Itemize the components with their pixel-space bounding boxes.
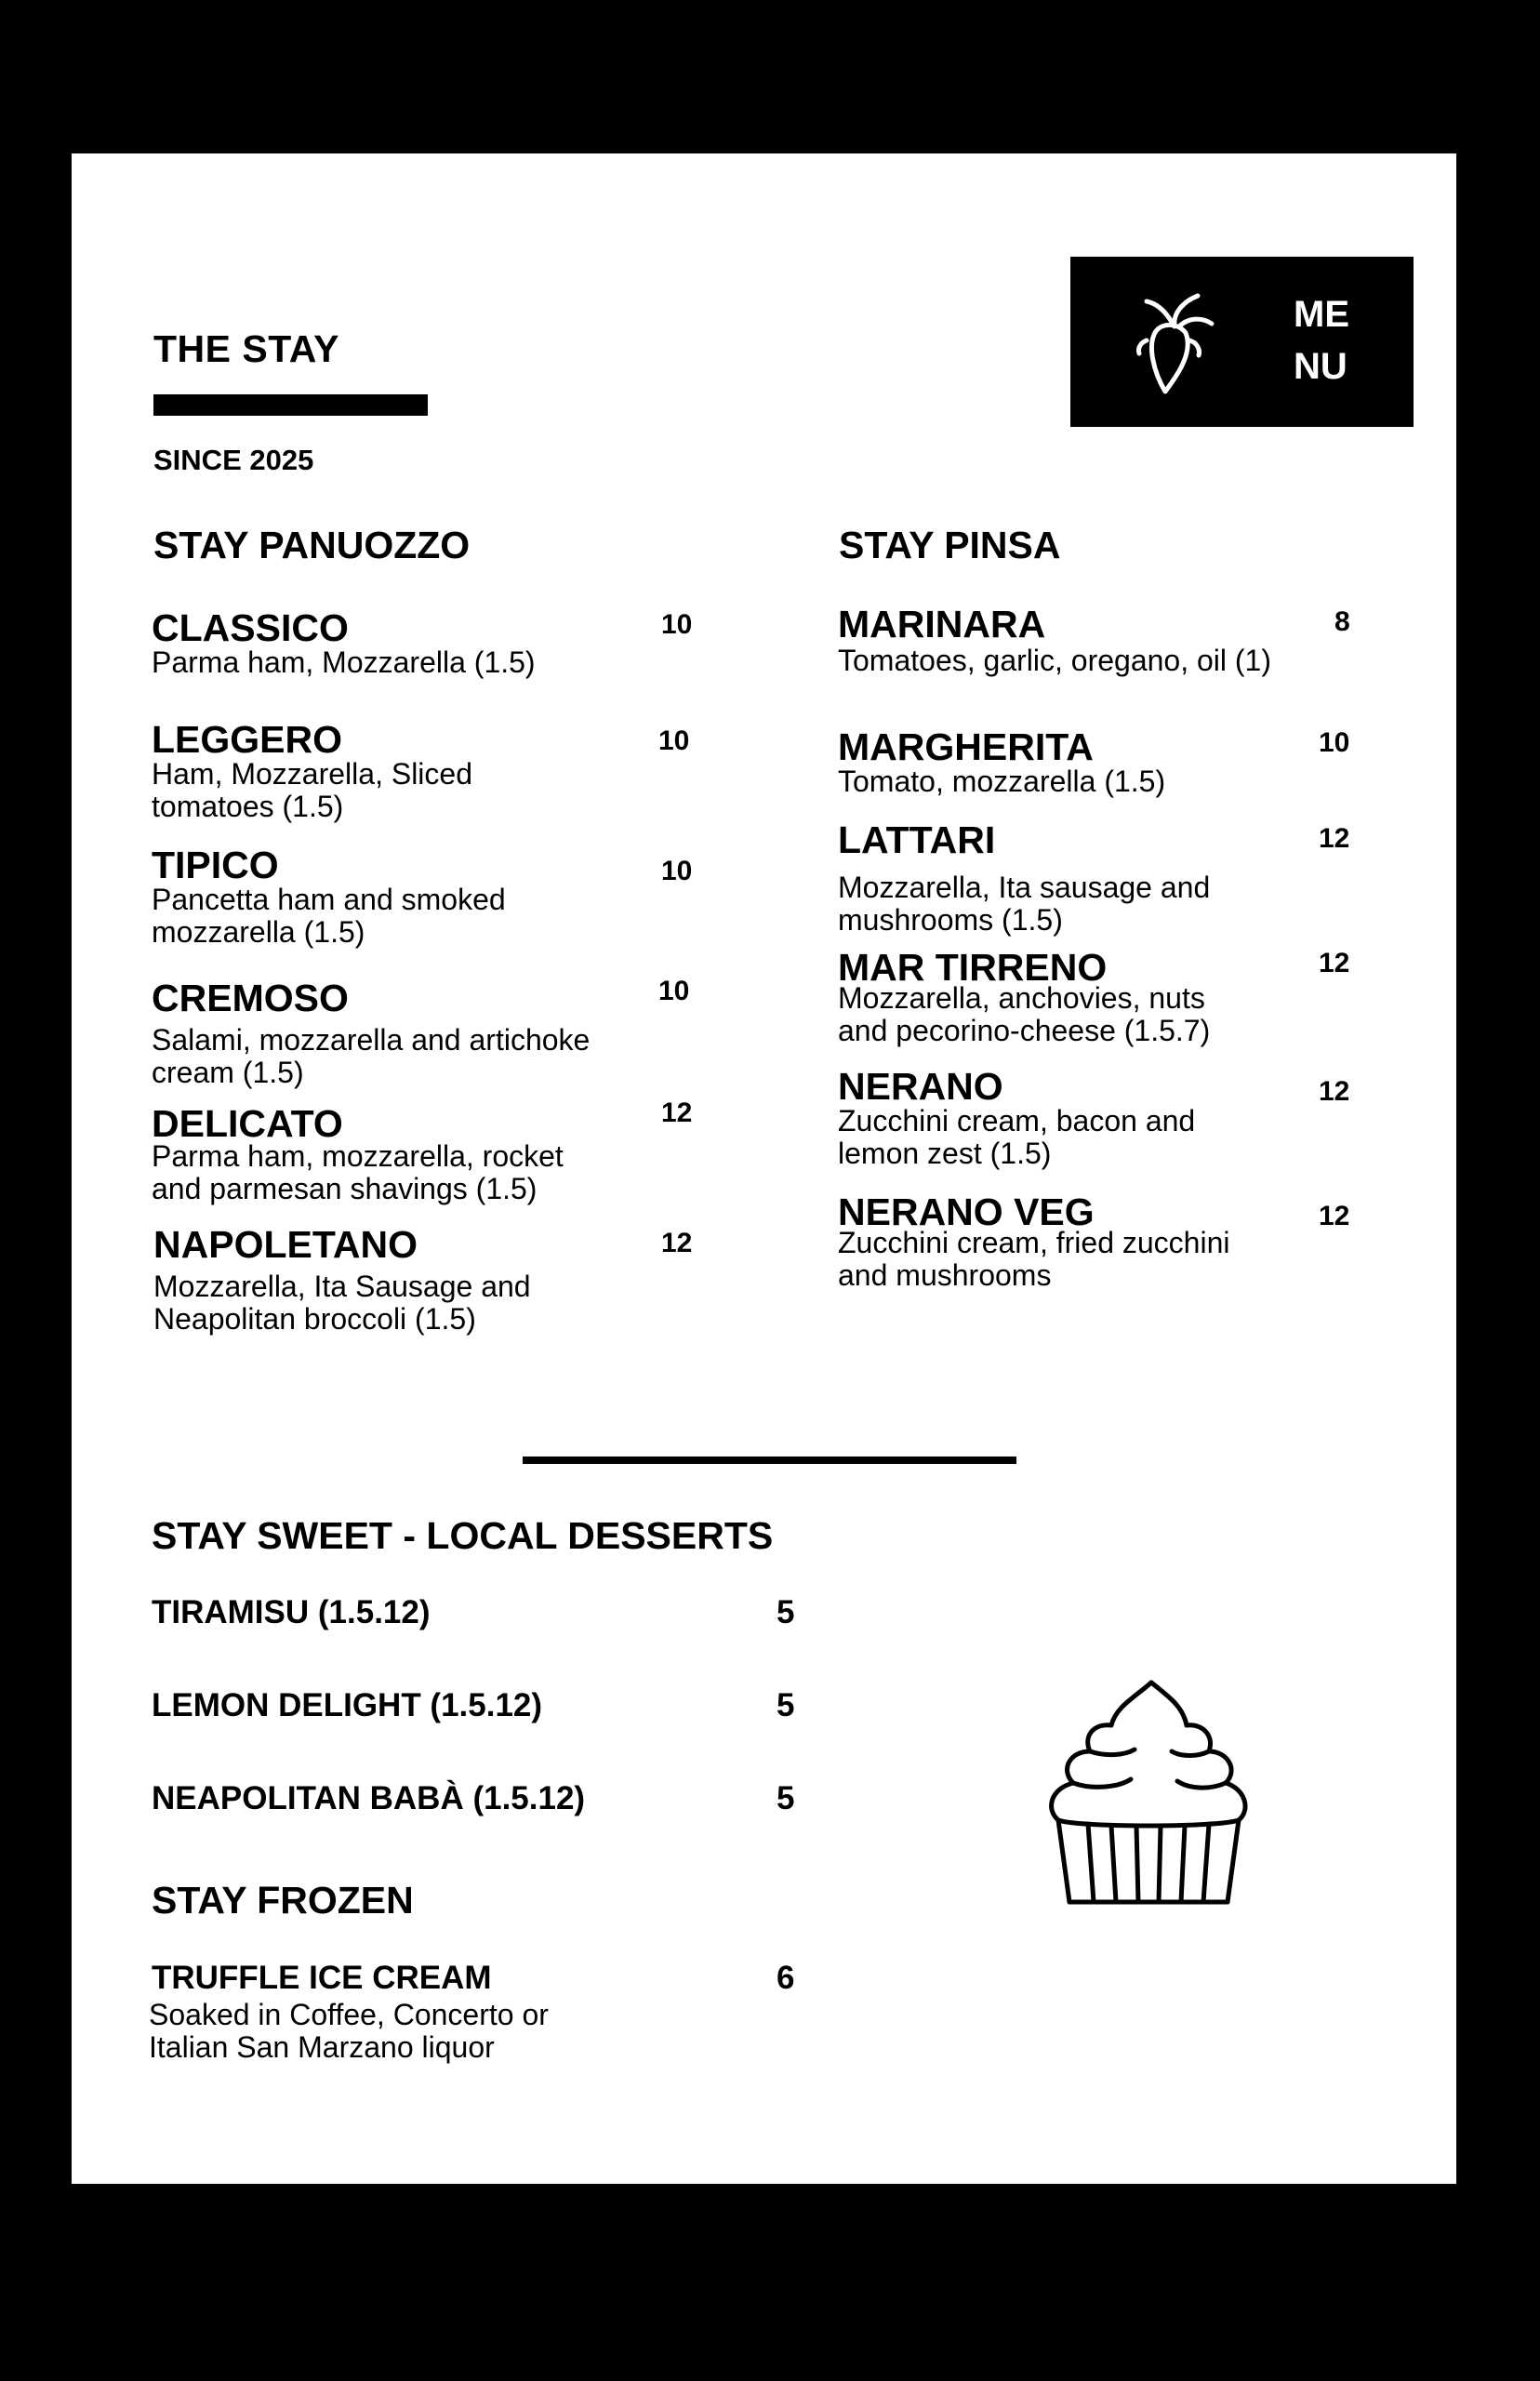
item-name: MARINARA [838,603,1046,645]
dessert-price: 6 [777,1960,795,1996]
section-title-panuozzo: STAY PANUOZZO [153,524,471,566]
item-description: Neapolitan broccoli (1.5) [153,1302,476,1336]
item-name: TIPICO [152,844,279,886]
item-description: Soaked in Coffee, Concerto or [149,1998,549,2031]
menu-item [838,946,1210,1047]
item-description: Mozzarella, Ita sausage and [838,871,1211,904]
menu-item [838,1190,1229,1292]
item-description: Ham, Mozzarella, Sliced [152,757,472,791]
item-description: and pecorino-cheese (1.5.7) [838,1014,1211,1047]
item-description: lemon zest (1.5) [838,1137,1052,1170]
item-price: 10 [658,976,690,1006]
item-price: 8 [1334,606,1350,637]
menu-word-line2: NU [1294,346,1348,387]
item-price: 12 [1319,1201,1350,1231]
menu-item [152,718,472,823]
item-name: MAR TIRRENO [838,946,1108,989]
item-price: 12 [1319,823,1350,854]
item-name: MARGHERITA [838,725,1094,768]
section-title-sweet: STAY SWEET - LOCAL DESSERTS [152,1514,774,1557]
section-title-pinsa: STAY PINSA [839,524,1061,566]
dessert-name: TIRAMISU (1.5.12) [152,1594,431,1630]
menu-item [838,603,1271,677]
item-description: Zucchini cream, bacon and [838,1104,1196,1137]
item-description: Tomato, mozzarella (1.5) [838,765,1166,798]
since-label: SINCE 2025 [153,444,314,476]
menu-item [838,1065,1195,1170]
item-description: Salami, mozzarella and artichoke [152,1023,591,1057]
item-name: NAPOLETANO [153,1223,418,1266]
item-description: and parmesan shavings (1.5) [152,1172,538,1205]
item-price: 12 [661,1097,693,1128]
cupcake-icon [1042,1679,1255,1911]
menu-item [149,1960,549,2064]
item-description: Zucchini cream, fried zucchini [838,1226,1230,1259]
menu-badge [1070,257,1414,427]
item-price: 12 [1319,1076,1350,1107]
item-description: tomatoes (1.5) [152,790,344,823]
item-description: Pancetta ham and smoked [152,883,506,916]
menu-item [152,1102,564,1205]
item-price: 10 [661,609,693,640]
item-name: CREMOSO [152,977,349,1019]
item-description: Mozzarella, anchovies, nuts [838,981,1205,1015]
item-name: NERANO VEG [838,1190,1095,1233]
item-description: mushrooms (1.5) [838,903,1063,937]
item-description: mozzarella (1.5) [152,915,365,949]
dessert-price: 5 [777,1687,795,1723]
item-description: Italian San Marzano liquor [149,2030,495,2064]
menu-item [152,977,590,1089]
section-divider [523,1457,1016,1464]
item-price: 12 [661,1228,693,1258]
menu-item [153,1223,531,1336]
item-name: LATTARI [838,818,996,861]
item-description: and mushrooms [838,1258,1052,1292]
item-description: Parma ham, mozzarella, rocket [152,1139,564,1173]
menu-item [838,818,1210,937]
menu-word-line1: ME [1294,294,1349,335]
dessert-price: 5 [777,1594,795,1630]
dessert-name: NEAPOLITAN BABÀ (1.5.12) [152,1780,586,1816]
dessert-name: TRUFFLE ICE CREAM [152,1960,492,1996]
item-name: CLASSICO [152,606,349,649]
item-price: 10 [661,856,693,886]
item-description: Tomatoes, garlic, oregano, oil (1) [838,644,1271,677]
menu-item [838,725,1165,798]
menu-item [152,844,506,949]
section-title-frozen: STAY FROZEN [152,1879,414,1922]
item-description: cream (1.5) [152,1056,304,1089]
item-description: Mozzarella, Ita Sausage and [153,1270,531,1303]
item-name: LEGGERO [152,718,343,761]
dessert-price: 5 [777,1780,795,1816]
item-name: DELICATO [152,1102,343,1145]
item-price: 10 [658,725,690,756]
item-name: NERANO [838,1065,1003,1108]
dessert-name: LEMON DELIGHT (1.5.12) [152,1687,543,1723]
brand-underline [153,394,428,416]
menu-item [152,606,536,679]
item-price: 10 [1319,727,1350,758]
item-price: 12 [1319,948,1350,978]
item-description: Parma ham, Mozzarella (1.5) [152,645,536,679]
brand-name: THE STAY [153,327,339,370]
carrot-icon [1128,275,1230,406]
